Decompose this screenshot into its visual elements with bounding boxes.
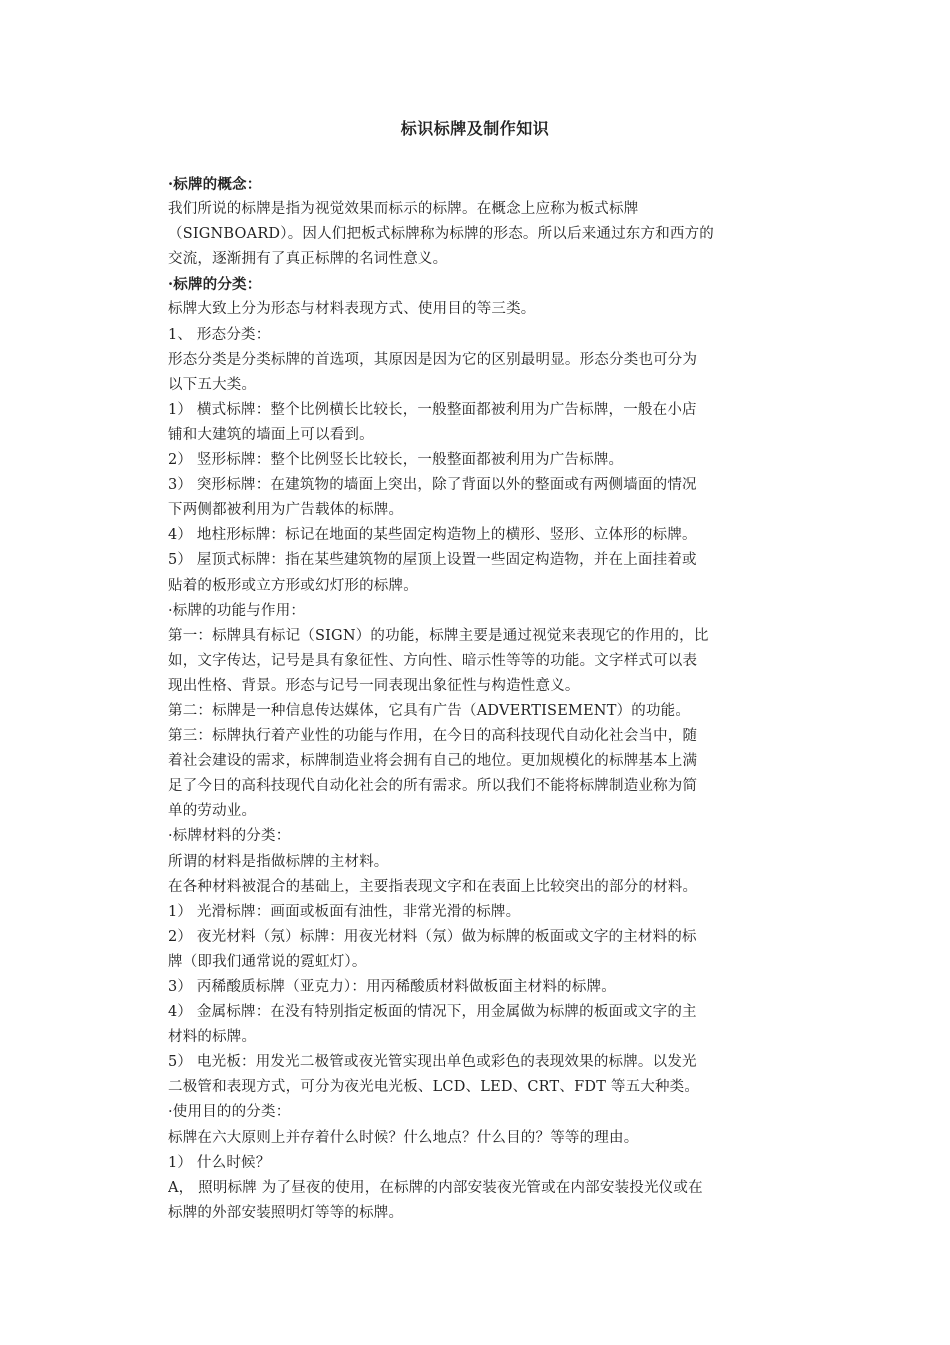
text-line: 形态分类是分类标牌的首选项，其原因是因为它的区别最明显。形态分类也可分为	[168, 351, 698, 368]
text-line: 1） 光滑标牌：画面或板面有油性，非常光滑的标牌。	[168, 903, 521, 920]
document-body	[168, 172, 780, 1226]
text-line: 4） 地柱形标牌：标记在地面的某些固定构造物上的横形、竖形、立体形的标牌。	[168, 527, 697, 544]
text-line: 材料的标牌。	[168, 1029, 257, 1046]
text-line: 我们所说的标牌是指为视觉效果而标示的标牌。在概念上应称为板式标牌	[168, 201, 639, 218]
text-line: ·标牌的功能与作用：	[168, 602, 306, 619]
text-line: 足了今日的高科技现代自动化社会的所有需求。所以我们不能将标牌制造业称为简	[168, 778, 698, 795]
text-line: 4） 金属标牌：在没有特别指定板面的情况下，用金属做为标牌的板面或文字的主	[168, 1004, 697, 1021]
text-line: 交流，逐渐拥有了真正标牌的名词性意义。	[168, 251, 448, 268]
text-line: 着社会建设的需求，标牌制造业将会拥有自己的地位。更加规模化的标牌基本上满	[168, 753, 698, 770]
text-line: ·使用目的的分类：	[168, 1104, 291, 1121]
text-line: 第三：标牌执行着产业性的功能与作用，在今日的高科技现代自动化社会当中，随	[168, 728, 698, 745]
document-title: 标识标牌及制作知识	[400, 119, 550, 138]
text-line: 下两侧都被利用为广告载体的标牌。	[168, 502, 404, 519]
section-heading: ·标牌的分类：	[168, 276, 262, 294]
text-line: 第一：标牌具有标记（SIGN）的功能，标牌主要是通过视觉来表现它的作用的，比	[168, 627, 709, 644]
text-line: 二极管和表现方式，可分为夜光电光板、LCD、LED、CRT、FDT 等五大种类。	[168, 1079, 700, 1096]
text-line: 5） 电光板：用发光二极管或夜光管实现出单色或彩色的表现效果的标牌。以发光	[168, 1054, 697, 1071]
text-line: 标牌的外部安装照明灯等等的标牌。	[168, 1204, 404, 1221]
text-line: 2） 夜光材料（氖）标牌：用夜光材料（氖）做为标牌的板面或文字的主材料的标	[168, 928, 697, 945]
text-line: 牌（即我们通常说的霓虹灯）。	[168, 953, 367, 970]
text-line: 标牌大致上分为形态与材料表现方式、使用目的等三类。	[168, 301, 536, 318]
text-line: A， 照明标牌 为了昼夜的使用，在标牌的内部安装夜光管或在内部安装投光仪或在	[168, 1179, 703, 1196]
text-line: 如，文字传达，记号是具有象征性、方向性、暗示性等等的功能。文字样式可以表	[168, 652, 698, 669]
text-line: ·标牌材料的分类：	[168, 828, 291, 845]
text-line: 铺和大建筑的墙面上可以看到。	[168, 426, 374, 443]
text-line: 2） 竖形标牌：整个比例竖长比较长，一般整面都被利用为广告标牌。	[168, 452, 624, 469]
text-line: 第二：标牌是一种信息传达媒体，它具有广告（ADVERTISEMENT）的功能。	[168, 702, 691, 719]
text-line: 在各种材料被混合的基础上，主要指表现文字和在表面上比较突出的部分的材料。	[168, 878, 698, 895]
text-line: 1） 横式标牌：整个比例横长比较长，一般整面都被利用为广告标牌，一般在小店	[168, 401, 697, 418]
text-line: 3） 丙稀酸质标牌（亚克力）：用丙稀酸质材料做板面主材料的标牌。	[168, 979, 616, 995]
text-line: 现出性格、背景。形态与记号一同表现出象征性与构造性意义。	[168, 677, 580, 694]
text-line: 以下五大类。	[168, 376, 257, 393]
text-line: 3） 突形标牌：在建筑物的墙面上突出，除了背面以外的整面或有两侧墙面的情况	[168, 477, 697, 494]
text-line: 贴着的板形或立方形或幻灯形的标牌。	[168, 577, 418, 594]
section-heading: ·标牌的概念：	[168, 176, 262, 193]
text-line: 单的劳动业。	[168, 803, 257, 820]
text-line: 1、 形态分类：	[168, 326, 271, 343]
text-line: （SIGNBOARD）。因人们把板式标牌称为标牌的形态。所以后来通过东方和西方的	[168, 226, 715, 243]
text-line: 5） 屋顶式标牌：指在某些建筑物的屋顶上设置一些固定构造物，并在上面挂着或	[168, 552, 697, 569]
text-line: 所谓的材料是指做标牌的主材料。	[168, 853, 389, 870]
text-line: 标牌在六大原则上并存着什么时候？什么地点？什么目的？等等的理由。	[168, 1129, 639, 1146]
text-line: 1） 什么时候？	[168, 1154, 271, 1171]
